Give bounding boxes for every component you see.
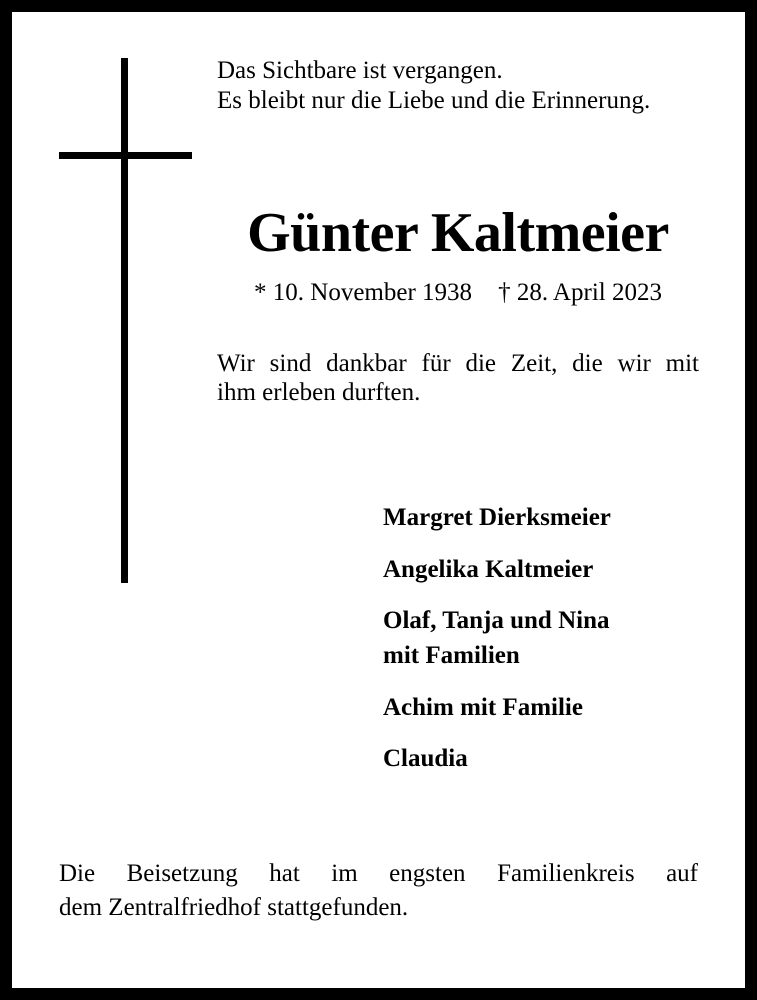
gratitude-line-2: ihm erleben durften.	[217, 379, 421, 406]
cross-horizontal-beam	[59, 152, 192, 159]
mourner-name: Margret Dierksmeier	[383, 504, 611, 531]
life-dates	[200, 277, 716, 309]
mourner-name: Achim mit Familie	[383, 694, 583, 721]
burial-notice-line-1: Die Beisetzung hat im engsten Familienkreis auf	[59, 860, 698, 887]
gratitude-line-1: Wir sind dankbar für die Zeit, die wir mit	[217, 350, 699, 377]
gratitude-text	[217, 349, 699, 407]
motto-quote	[217, 56, 717, 116]
mourner-name: Claudia	[383, 745, 468, 772]
mourner-name: Angelika Kaltmeier	[383, 556, 594, 583]
death-date: † 28. April 2023	[498, 279, 662, 306]
cross-vertical-beam	[121, 58, 128, 583]
motto-line-1: Das Sichtbare ist vergangen.	[217, 57, 503, 84]
birth-date: * 10. November 1938	[254, 279, 473, 306]
mourner-name: Olaf, Tanja und Nina	[383, 607, 610, 634]
burial-notice	[59, 857, 698, 925]
motto-line-2: Es bleibt nur die Liebe und die Erinnerung.	[217, 87, 651, 114]
deceased-name: Günter Kaltmeier	[247, 202, 669, 264]
mourner-name-continuation: mit Familien	[383, 642, 520, 669]
burial-notice-line-2: dem Zentralfriedhof stattgefunden.	[59, 894, 409, 921]
